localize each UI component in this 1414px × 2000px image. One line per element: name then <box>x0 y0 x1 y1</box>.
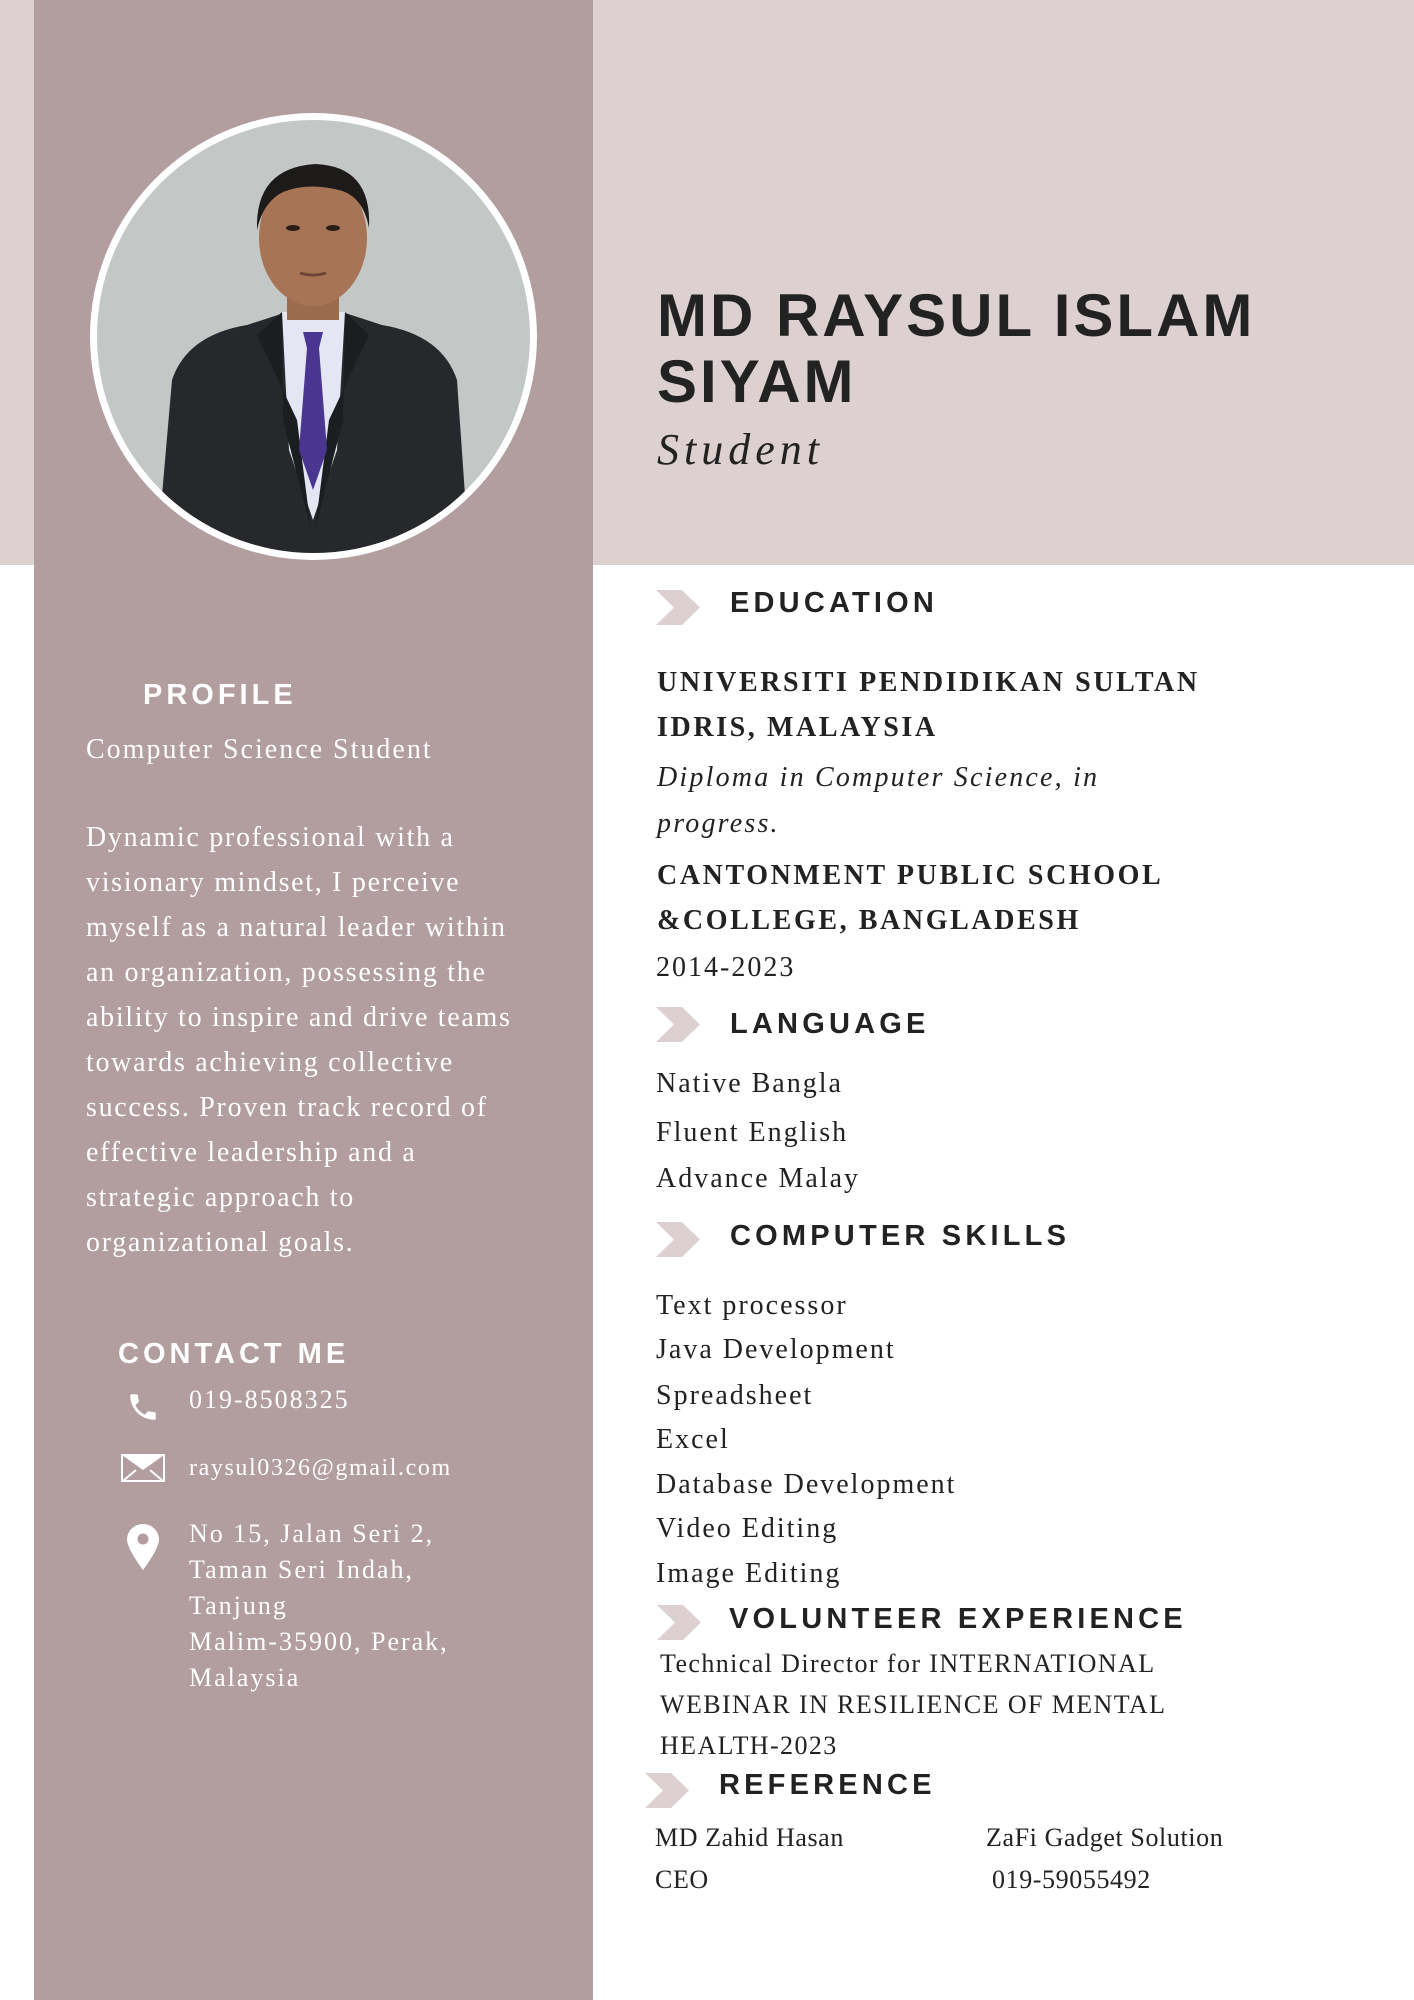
education-institution: CANTONMENT PUBLIC SCHOOL <box>657 860 1164 891</box>
summary-line: Dynamic professional with a <box>86 822 455 853</box>
skill-item: Database Development <box>656 1469 957 1500</box>
reference-name: MD Zahid Hasan <box>655 1823 844 1852</box>
volunteer-line: HEALTH-2023 <box>660 1731 838 1760</box>
reference-company: ZaFi Gadget Solution <box>986 1823 1224 1852</box>
summary-line: effective leadership and a <box>86 1137 417 1168</box>
profile-subtitle: Computer Science Student <box>86 734 433 765</box>
job-title: Student <box>657 425 824 474</box>
skill-item: Text processor <box>656 1290 848 1321</box>
language-item: Fluent English <box>656 1117 849 1148</box>
chevron-right-icon <box>657 1605 701 1640</box>
skill-item: Video Editing <box>656 1513 839 1544</box>
summary-line: success. Proven track record of <box>86 1092 488 1123</box>
address-line: Malim-35900, Perak, <box>189 1627 449 1656</box>
summary-line: strategic approach to <box>86 1182 355 1213</box>
education-heading: EDUCATION <box>730 587 939 619</box>
email-icon <box>121 1454 165 1482</box>
language-item: Advance Malay <box>656 1163 861 1194</box>
location-pin-icon <box>127 1524 159 1570</box>
reference-phone[interactable]: 019-59055492 <box>992 1865 1151 1894</box>
chevron-right-icon <box>656 1222 700 1257</box>
language-item: Native Bangla <box>656 1068 843 1099</box>
volunteer-line: WEBINAR IN RESILIENCE OF MENTAL <box>660 1690 1167 1719</box>
skill-item: Excel <box>656 1424 730 1455</box>
contact-phone[interactable]: 019-8508325 <box>189 1385 350 1414</box>
name-line-2: SIYAM <box>657 348 857 415</box>
reference-heading: REFERENCE <box>719 1769 936 1801</box>
address-line: Tanjung <box>189 1591 288 1620</box>
address-line: Taman Seri Indah, <box>189 1555 414 1584</box>
profile-heading: PROFILE <box>143 679 297 711</box>
skill-item: Java Development <box>656 1334 896 1365</box>
volunteer-heading: VOLUNTEER EXPERIENCE <box>729 1603 1187 1635</box>
summary-line: visionary mindset, I perceive <box>86 867 461 898</box>
education-detail: progress. <box>657 808 780 839</box>
summary-line: an organization, possessing the <box>86 957 487 988</box>
education-institution: UNIVERSITI PENDIDIKAN SULTAN <box>657 667 1200 698</box>
computer-skills-heading: COMPUTER SKILLS <box>730 1220 1071 1252</box>
summary-line: towards achieving collective <box>86 1047 454 1078</box>
education-institution: &COLLEGE, BANGLADESH <box>657 905 1081 936</box>
person-photo-icon <box>97 120 530 553</box>
education-institution: IDRIS, MALAYSIA <box>657 712 938 743</box>
volunteer-line: Technical Director for INTERNATIONAL <box>660 1649 1156 1678</box>
phone-icon <box>126 1390 160 1424</box>
chevron-right-icon <box>656 590 700 625</box>
skill-item: Image Editing <box>656 1558 842 1589</box>
summary-line: ability to inspire and drive teams <box>86 1002 512 1033</box>
language-heading: LANGUAGE <box>730 1008 930 1040</box>
summary-line: myself as a natural leader within <box>86 912 507 943</box>
address-line: Malaysia <box>189 1663 301 1692</box>
name-line-1: MD RAYSUL ISLAM <box>657 282 1256 349</box>
contact-heading: CONTACT ME <box>118 1338 350 1370</box>
chevron-right-icon <box>645 1773 689 1808</box>
education-years: 2014-2023 <box>656 952 796 983</box>
contact-email[interactable]: raysul0326@gmail.com <box>189 1455 452 1481</box>
address-line: No 15, Jalan Seri 2, <box>189 1519 435 1548</box>
chevron-right-icon <box>656 1007 700 1042</box>
skill-item: Spreadsheet <box>656 1380 814 1411</box>
profile-photo <box>90 113 537 560</box>
reference-title: CEO <box>655 1865 709 1894</box>
summary-line: organizational goals. <box>86 1227 355 1258</box>
education-detail: Diploma in Computer Science, in <box>657 762 1100 793</box>
